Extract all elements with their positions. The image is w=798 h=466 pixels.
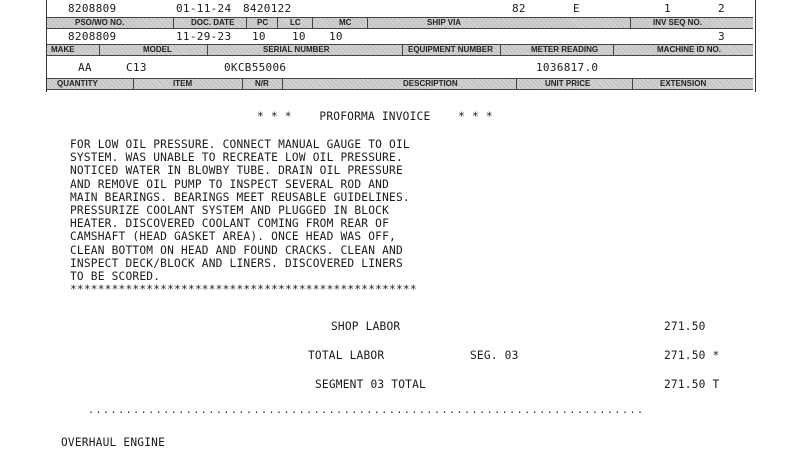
band3-divider xyxy=(133,79,134,89)
shop-labor-label: SHOP LABOR xyxy=(331,320,401,333)
mc-value: 10 xyxy=(329,30,343,43)
label-lc: LC xyxy=(290,18,301,27)
inv-seq-number: 3 xyxy=(718,30,725,43)
description-line: CAMSHAFT (HEAD GASKET AREA). ONCE HEAD WAS OFF, xyxy=(70,230,396,244)
band2-divider xyxy=(500,45,501,55)
label-model: MODEL xyxy=(143,45,172,54)
model-value: C13 xyxy=(126,61,147,74)
reference-number: 8420122 xyxy=(243,2,292,15)
row1-value-d: 2 xyxy=(718,2,725,15)
description-line: CLEAN BOTTOM ON HEAD AND FOUND CRACKS. CLEAN AND xyxy=(70,243,403,257)
label-mc: MC xyxy=(339,18,352,27)
shop-labor-amount: 271.50 xyxy=(664,320,706,333)
doc-date: 11-29-23 xyxy=(176,30,232,43)
description-line: ************************************************** xyxy=(70,283,417,297)
label-band-2 xyxy=(47,44,753,56)
total-labor-segment: SEG. 03 xyxy=(470,349,519,362)
dotted-separator: .......................................................................... xyxy=(88,405,645,416)
next-segment-title: OVERHAUL ENGINE xyxy=(61,436,166,449)
band2-divider xyxy=(207,45,208,55)
label-equipment-number: EQUIPMENT NUMBER xyxy=(408,45,493,54)
description-line: INSPECT DECK/BLOCK AND LINERS. DISCOVERED LINERS xyxy=(70,256,403,270)
band3-divider xyxy=(516,79,517,89)
label-item: ITEM xyxy=(173,79,193,88)
segment-total-amount: 271.50 T xyxy=(664,378,720,391)
row1-value-b: E xyxy=(573,2,580,15)
description-line: TO BE SCORED. xyxy=(70,270,161,284)
invoice-title: * * * PROFORMA INVOICE * * * xyxy=(257,110,493,123)
meter-reading-value: 1036817.0 xyxy=(536,61,599,74)
label-band-3 xyxy=(47,78,753,90)
row1-value-c: 1 xyxy=(664,2,671,15)
band2-divider xyxy=(402,45,403,55)
band1-divider xyxy=(173,18,174,28)
band1-divider xyxy=(367,18,368,28)
label-doc-date: DOC. DATE xyxy=(191,18,235,27)
row1-value-a: 82 xyxy=(512,2,526,15)
work-description xyxy=(70,138,417,296)
band1-divider xyxy=(277,18,278,28)
label-ship-via: SHIP VIA xyxy=(427,18,462,27)
label-nr: N/R xyxy=(255,79,269,88)
label-pc: PC xyxy=(257,18,269,27)
label-machine-id-no: MACHINE ID NO. xyxy=(657,45,721,54)
label-quantity: QUANTITY xyxy=(57,79,98,88)
band3-divider xyxy=(282,79,283,89)
description-line: MAIN BEARINGS. BEARINGS MEET REUSABLE GUIDELINES. xyxy=(70,190,410,204)
description-line: PRESSURIZE COOLANT SYSTEM AND PLUGGED IN BLOCK xyxy=(70,204,390,218)
total-labor-label: TOTAL LABOR xyxy=(308,349,385,362)
label-serial-number: SERIAL NUMBER xyxy=(263,45,330,54)
label-description: DESCRIPTION xyxy=(403,79,458,88)
band1-divider xyxy=(630,18,631,28)
label-pso-wo-no: PSO/WO NO. xyxy=(75,18,125,27)
label-band-1 xyxy=(47,17,753,29)
doc-date-top: 01-11-24 xyxy=(176,2,232,15)
band2-divider xyxy=(613,45,614,55)
description-line: HEATER. DISCOVERED COOLANT COMING FROM REAR OF xyxy=(70,217,390,231)
band1-divider xyxy=(246,18,247,28)
so-number: 8208809 xyxy=(68,2,117,15)
description-line: SYSTEM. WAS UNABLE TO RECREATE LOW OIL PRESSURE. xyxy=(70,151,403,165)
band3-divider xyxy=(632,79,633,89)
band2-divider xyxy=(99,45,100,55)
description-line: NOTICED WATER IN BLOWBY TUBE. DRAIN OIL PRESSURE xyxy=(70,164,403,178)
segment-total-label: SEGMENT 03 TOTAL xyxy=(315,378,426,391)
band3-divider xyxy=(242,79,243,89)
pc-value: 10 xyxy=(252,30,266,43)
serial-number-value: 0KCB55006 xyxy=(224,61,287,74)
description-line: AND REMOVE OIL PUMP TO INSPECT SEVERAL ROD AND xyxy=(70,177,390,191)
description-line: FOR LOW OIL PRESSURE. CONNECT MANUAL GAUGE TO OIL xyxy=(70,138,410,151)
label-meter-reading: METER READING xyxy=(531,45,599,54)
label-unit-price: UNIT PRICE xyxy=(545,79,591,88)
total-labor-amount: 271.50 * xyxy=(664,349,720,362)
label-extension: EXTENSION xyxy=(660,79,707,88)
band1-divider xyxy=(312,18,313,28)
pso-wo-number: 8208809 xyxy=(68,30,117,43)
label-inv-seq-no: INV SEQ NO. xyxy=(653,18,702,27)
make-value: AA xyxy=(78,61,92,74)
lc-value: 10 xyxy=(292,30,306,43)
label-make: MAKE xyxy=(51,45,75,54)
